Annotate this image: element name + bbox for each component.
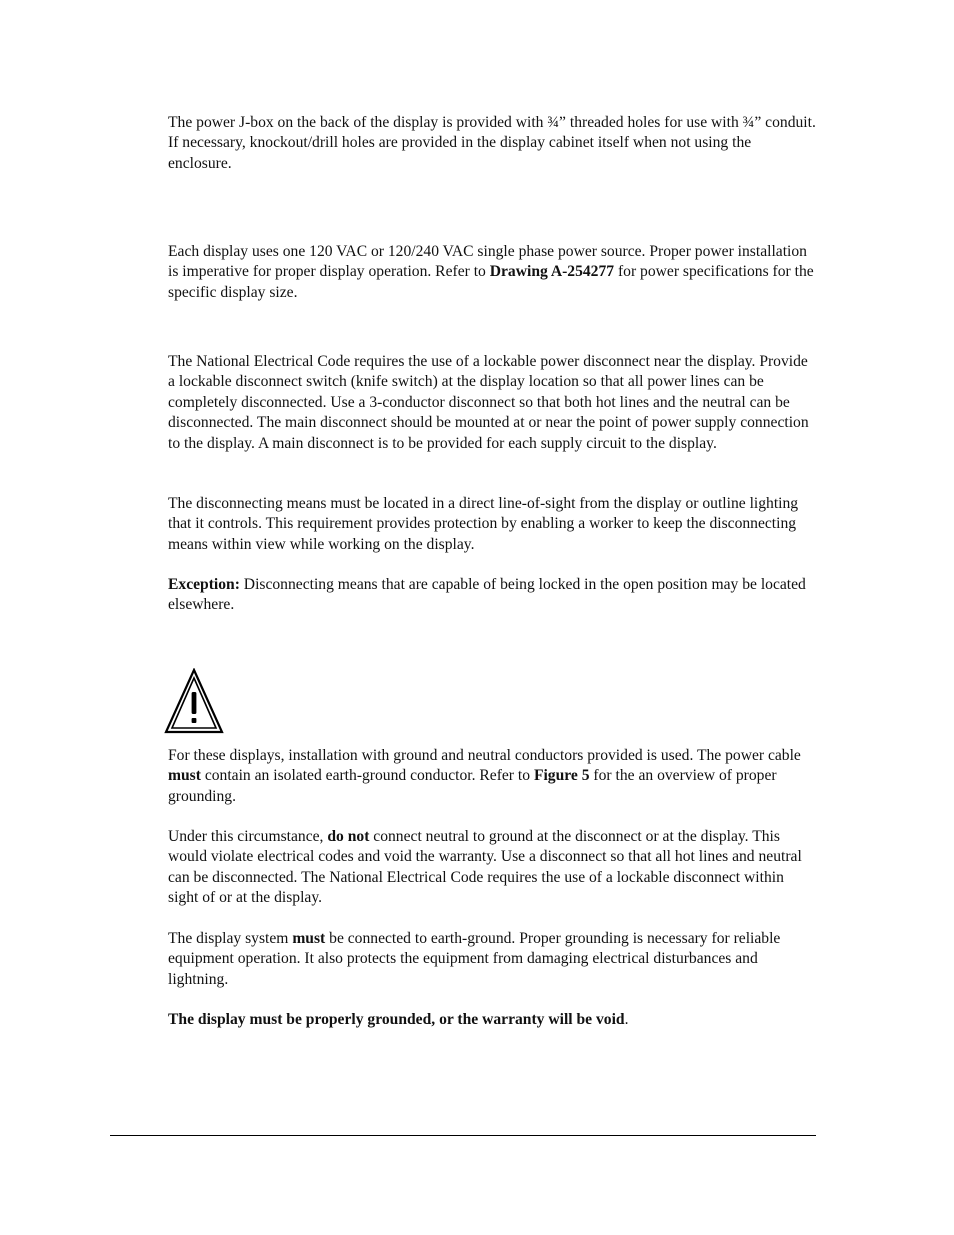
warning-triangle-icon (164, 668, 224, 734)
emphasis-do-not: do not (327, 828, 370, 845)
paragraph-text: . (624, 1011, 629, 1028)
paragraph-line-of-sight (168, 494, 818, 555)
paragraph-jbox-conduit (168, 113, 818, 174)
paragraph-neutral-ground (168, 827, 818, 909)
paragraph-text: The National Electrical Code requires the use of a lockable power disconnect near the display. Provide a lockable disconnect switch (knife switch) at the display location so that all power lines can be completely disconnected. Use a 3-conductor disconnect so that both hot lines and the neutral can be disconnected. The main disconnect should be mounted at or near the point of power supply connection to the display. A main disconnect is to be provided for each supply circuit to the display. (168, 353, 809, 452)
paragraph-text: for the an overview of proper grounding. (168, 767, 777, 805)
paragraph-warranty-warning (168, 1010, 818, 1030)
paragraph-grounding-install (168, 746, 818, 807)
drawing-reference: Drawing A-254277 (489, 263, 615, 281)
paragraph-text: contain an isolated earth-ground conductor. Refer to (200, 767, 534, 785)
exception-label: Exception: (168, 576, 240, 593)
paragraph-text: for power specifications for the specific display size. (168, 263, 814, 301)
emphasis-must: must (168, 767, 201, 785)
paragraph-text: The display system (168, 930, 293, 947)
warranty-warning: The display must be properly grounded, or the warranty will be void (168, 1011, 625, 1028)
paragraph-text: The disconnecting means must be located in a direct line-of-sight from the display or outline lighting that it controls. This requirement provides protection by enabling a worker to keep the disconnecting means within view while working on the display. (168, 495, 799, 553)
paragraph-text: For these displays, installation with ground and neutral conductors provided is used. The power cable (168, 747, 801, 764)
paragraph-text: connect neutral to ground at the disconnect or at the display. This would violate electrical codes and void the warranty. Use a disconnect so that all hot lines and neutral can be disconnected. The National Electrical Code requires the use of a lockable disconnect within sight of or at the display. (168, 828, 802, 907)
footer-divider (110, 1135, 816, 1136)
paragraph-power-source (168, 242, 818, 303)
emphasis-must: must (292, 930, 326, 947)
paragraph-text: The power J-box on the back of the display is provided with ¾” threaded holes for use with ¾” conduit. If necessary, knockout/drill holes are provided in the display cabinet itself when not using the enclosure. (168, 114, 816, 172)
paragraph-text: be connected to earth-ground. Proper grounding is necessary for reliable equipment operation. It also protects the equipment from damaging electrical disturbances and lightning. (168, 930, 781, 988)
figure-reference: Figure 5 (533, 767, 590, 785)
paragraph-exception (168, 575, 818, 616)
paragraph-text: Each display uses one 120 VAC or 120/240 VAC single phase power source. Proper power installation is imperative for proper display operation. Refer to (168, 243, 807, 281)
paragraph-earth-ground (168, 929, 818, 990)
paragraph-power-disconnect (168, 352, 818, 454)
paragraph-text: Disconnecting means that are capable of being locked in the open position may be located elsewhere. (168, 576, 806, 614)
paragraph-text: Under this circumstance, (168, 828, 328, 845)
